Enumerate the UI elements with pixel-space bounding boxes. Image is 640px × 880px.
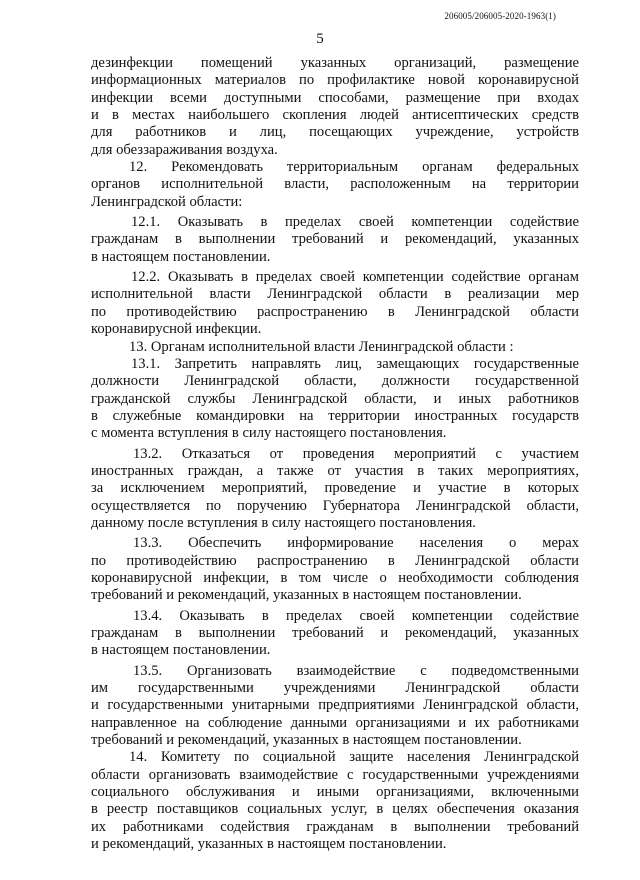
text-line: 12.2. Оказывать в пределах своей компетенции содействие органам <box>131 269 579 286</box>
paragraph-11-continuation <box>91 55 579 159</box>
text-line: их работниками содействия гражданам в выполнении требований <box>91 818 579 835</box>
text-line: по противодействию распространению в Ленинградской области <box>91 552 579 569</box>
text-line: с момента вступления в силу настоящего постановления. <box>91 425 447 442</box>
text-line: 13. Органам исполнительной власти Ленинградской области : <box>129 338 514 355</box>
paragraph-12 <box>91 159 579 211</box>
text-line: и рекомендаций, указанных в настоящем постановлении. <box>91 836 447 853</box>
text-line: 14. Комитету по социальной защите населения Ленинградской <box>129 749 579 766</box>
text-line: 13.3. Обеспечить информирование населения о мерах <box>133 535 579 552</box>
text-line: для обеззараживания воздуха. <box>91 141 278 158</box>
document-body <box>91 55 579 853</box>
text-line: иностранных граждан, а также от участия в таких мероприятиях, <box>91 462 579 479</box>
text-line: Ленинградской области: <box>91 193 243 210</box>
text-line: осуществляется по поручению Губернатора Ленинградской области, <box>91 497 579 514</box>
text-line: 12. Рекомендовать территориальным органам федеральных <box>129 159 579 176</box>
text-line: исполнительной власти Ленинградской области в реализации мер <box>91 286 579 303</box>
document-code: 206005/206005-2020-1963(1) <box>444 11 556 21</box>
text-line: 13.5. Организовать взаимодействие с подведомственными <box>133 662 579 679</box>
page-number: 5 <box>316 31 324 47</box>
text-line: инфекции всеми доступными способами, размещение при входах <box>91 89 579 106</box>
text-line: в реестр поставщиков социальных услуг, в целях обеспечения оказания <box>91 801 579 818</box>
text-line: для работников и лиц, посещающих учреждение, устройств <box>91 124 579 141</box>
text-line: должности Ленинградской области, должности государственной <box>91 373 579 390</box>
paragraph-14 <box>91 749 579 853</box>
paragraph-13-2 <box>91 446 579 533</box>
text-line: области организовать взаимодействие с государственными учреждениями <box>91 766 579 783</box>
text-line: требований и рекомендаций, указанных в настоящем постановлении. <box>91 732 522 749</box>
text-line: гражданам в выполнении требований и рекомендаций, указанных <box>91 625 579 641</box>
paragraph-13-1 <box>91 356 579 443</box>
text-line: им государственными учреждениями Ленинградской области <box>91 680 579 697</box>
text-line: в служебные командировки на территории иностранных государств <box>91 407 579 424</box>
text-line: данному после вступления в силу настоящего постановления. <box>91 514 476 531</box>
text-line: направленное на соблюдение данными организациями и их работниками <box>91 714 579 731</box>
text-line: гражданской службы Ленинградской области, и иных работников <box>91 390 579 407</box>
text-line: и в местах наибольшего скопления людей антисептических средств <box>91 107 579 124</box>
text-line: гражданам в выполнении требований и рекомендаций, указанных <box>91 231 579 248</box>
text-line: 13.2. Отказаться от проведения мероприятий с участием <box>133 445 579 462</box>
text-line: и государственными унитарными предприятиями Ленинградской области, <box>91 697 579 714</box>
text-line: в настоящем постановлении. <box>91 642 271 659</box>
paragraph-13 <box>91 339 579 356</box>
text-line: 12.1. Оказывать в пределах своей компетенции содействие <box>131 214 579 231</box>
text-line: дезинфекции помещений указанных организаций, размещение <box>91 55 579 71</box>
text-line: требований и рекомендаций, указанных в настоящем постановлении. <box>91 587 522 604</box>
text-line: 13.4. Оказывать в пределах своей компетенции содействие <box>133 607 579 624</box>
text-line: информационных материалов по профилактике новой коронавирусной <box>91 72 579 89</box>
text-line: по противодействию распространению в Ленинградской области <box>91 303 579 320</box>
text-line: органов исполнительной власти, расположенным на территории <box>91 176 579 193</box>
text-line: 13.1. Запретить направлять лиц, замещающих государственные <box>131 355 579 372</box>
text-line: коронавирусной инфекции. <box>91 321 262 338</box>
paragraph-12-2 <box>91 269 579 338</box>
paragraph-13-4 <box>91 608 579 660</box>
paragraph-13-5 <box>91 663 579 750</box>
paragraph-13-3 <box>91 535 579 604</box>
text-line: социального обслуживания и иными организациями, включенными <box>91 784 579 801</box>
text-line: коронавирусной инфекции, в том числе о необходимости соблюдения <box>91 569 579 586</box>
paragraph-12-1 <box>91 214 579 266</box>
text-line: в настоящем постановлении. <box>91 248 271 265</box>
text-line: за исключением мероприятий, проведение и участие в которых <box>91 480 579 497</box>
